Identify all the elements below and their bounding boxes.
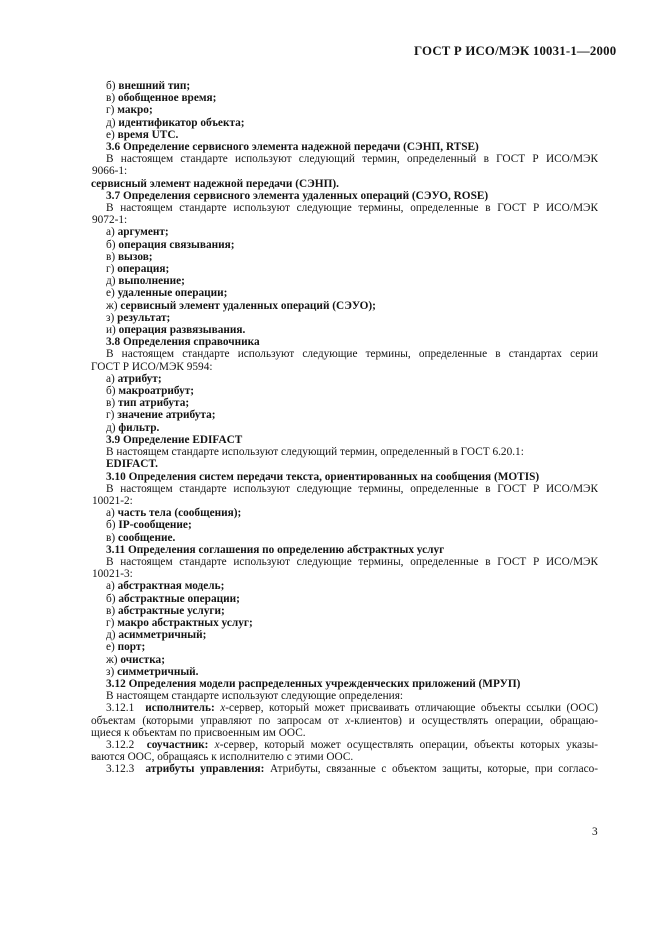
paragraph-cont: 10021-2: bbox=[92, 494, 133, 507]
paragraph: В настоящем стандарте используют следующий термин, определенный в ГОСТ 6.20.1: bbox=[106, 446, 524, 459]
list-item: д) фильтр. bbox=[106, 421, 160, 434]
term: сервисный элемент надежной передачи (СЭНП). bbox=[91, 177, 339, 190]
paragraph: В настоящем стандарте используют следующие термины, определенные в ГОСТ Р ИСО/МЭК bbox=[106, 555, 598, 568]
list-item: б) макроатрибут; bbox=[106, 385, 195, 398]
list-item: б) IP-сообщение; bbox=[106, 519, 192, 532]
list-item: а) атрибут; bbox=[106, 372, 162, 385]
section-heading-3-8: 3.8 Определения справочника bbox=[106, 336, 260, 349]
list-item: а) аргумент; bbox=[106, 226, 169, 239]
definition-3-12-1: 3.12.1 исполнитель: x-сервер, который может присваивать отличающие объекты ссылки (ООС) bbox=[106, 702, 598, 715]
list-item: г) операция; bbox=[106, 263, 170, 276]
definition-cont: щиеся к объектам по присвоенным им ООС. bbox=[91, 726, 306, 739]
paragraph: В настоящем стандарте используют следующие определения: bbox=[106, 690, 404, 703]
list-item: и) операция развязывания. bbox=[106, 324, 246, 337]
paragraph: В настоящем стандарте используют следующие термины, определенные в стандартах серии bbox=[106, 348, 598, 361]
list-item: б) абстрактные операции; bbox=[106, 592, 240, 605]
paragraph: В настоящем стандарте используют следующие термины, определенные в ГОСТ Р ИСО/МЭК bbox=[106, 202, 598, 215]
section-heading-3-9: 3.9 Определение EDIFACT bbox=[106, 433, 243, 446]
list-item: а) часть тела (сообщения); bbox=[106, 507, 242, 520]
definition-cont: ваются ООС, обращаясь к исполнителю с этими ООС. bbox=[91, 751, 354, 764]
paragraph-cont: ГОСТ Р ИСО/МЭК 9594: bbox=[91, 360, 213, 373]
list-item: в) тип атрибута; bbox=[106, 397, 190, 410]
list-item: в) сообщение. bbox=[106, 531, 176, 544]
list-item: д) выполнение; bbox=[106, 275, 185, 288]
term: EDIFACT. bbox=[106, 458, 158, 471]
definition-cont: объектам (которыми управляют по запросам от x-клиентов) и осуществлять операции, обращаю- bbox=[91, 714, 598, 727]
list-item: б) операция связывания; bbox=[106, 238, 235, 251]
paragraph-cont: 9072-1: bbox=[92, 214, 128, 227]
definition-3-12-2: 3.12.2 соучастник: x-сервер, который может осуществлять операции, объекты которых указы- bbox=[106, 738, 598, 751]
page-number: 3 bbox=[592, 826, 598, 838]
list-item: ж) сервисный элемент удаленных операций (СЭУО); bbox=[106, 299, 376, 312]
running-header: ГОСТ Р ИСО/МЭК 10031-1—2000 bbox=[414, 44, 617, 58]
list-item: б) внешний тип; bbox=[106, 80, 191, 92]
section-heading-3-6: 3.6 Определение сервисного элемента надежной передачи (СЭНП, RTSE) bbox=[106, 141, 479, 154]
list-item: е) порт; bbox=[106, 641, 146, 654]
list-item: з) результат; bbox=[106, 311, 171, 324]
list-item: в) абстрактные услуги; bbox=[106, 604, 225, 617]
paragraph: В настоящем стандарте используют следующие термины, определенные в ГОСТ Р ИСО/МЭК bbox=[106, 482, 598, 495]
list-item: д) идентификатор объекта; bbox=[106, 116, 245, 129]
list-item: д) асимметричный; bbox=[106, 629, 207, 642]
list-item: е) время UTC. bbox=[106, 128, 179, 141]
list-item: в) обобщенное время; bbox=[106, 92, 217, 105]
list-item: з) симметричный. bbox=[106, 665, 199, 678]
section-heading-3-11: 3.11 Определения соглашения по определению абстрактных услуг bbox=[106, 543, 445, 556]
section-heading-3-12: 3.12 Определения модели распределенных учрежденческих приложений (МРУП) bbox=[106, 677, 521, 690]
list-item: в) вызов; bbox=[106, 250, 153, 263]
list-item: г) значение атрибута; bbox=[106, 409, 216, 422]
paragraph-cont: 9066-1: bbox=[92, 165, 128, 178]
section-heading-3-10: 3.10 Определения систем передачи текста, ориентированных на сообщения (MOTIS) bbox=[106, 470, 540, 483]
list-item: г) макро абстрактных услуг; bbox=[106, 616, 253, 629]
section-heading-3-7: 3.7 Определения сервисного элемента удаленных операций (СЭУО, ROSE) bbox=[106, 189, 489, 202]
list-item: е) удаленные операции; bbox=[106, 287, 228, 300]
list-item: ж) очистка; bbox=[106, 653, 165, 666]
paragraph: В настоящем стандарте используют следующий термин, определенный в ГОСТ Р ИСО/МЭК bbox=[106, 153, 598, 166]
list-item: а) абстрактная модель; bbox=[106, 580, 225, 593]
paragraph-cont: 10021-3: bbox=[92, 568, 133, 581]
page-body bbox=[91, 80, 598, 776]
definition-3-12-3: 3.12.3 атрибуты управления: Атрибуты, связанные с объектом защиты, которые, при согласо- bbox=[106, 763, 599, 776]
list-item: г) макро; bbox=[106, 104, 153, 117]
